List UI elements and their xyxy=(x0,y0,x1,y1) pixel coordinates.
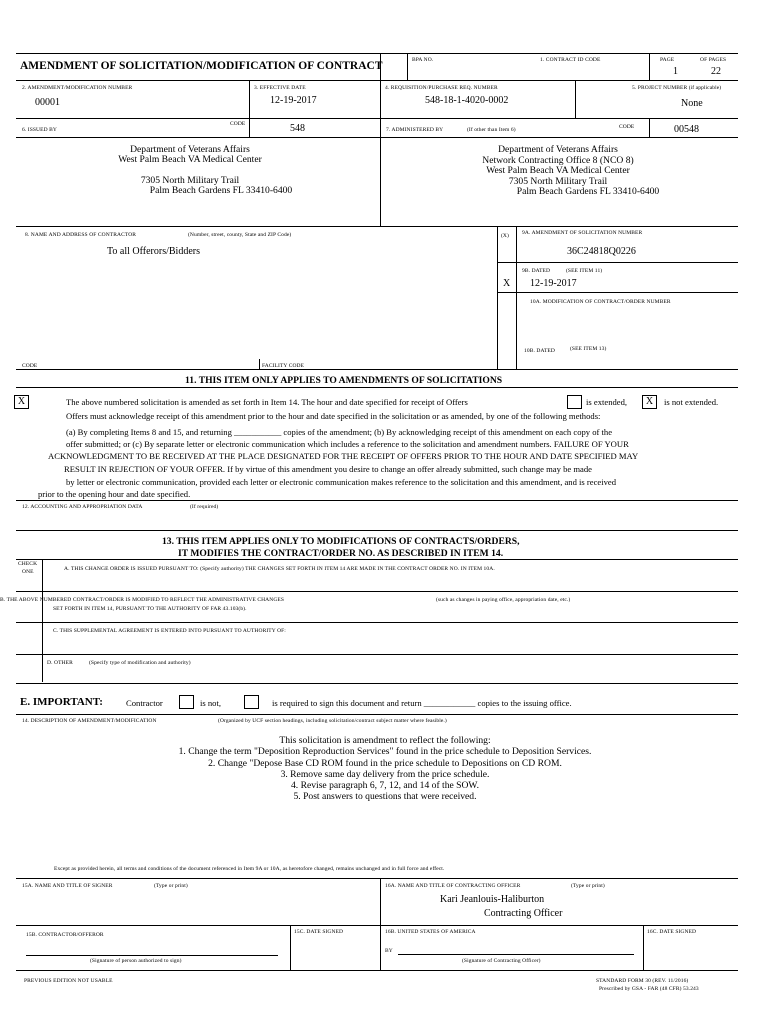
row-divider xyxy=(16,137,738,138)
extended-checkbox[interactable] xyxy=(567,395,582,409)
dated-9b-check[interactable]: X xyxy=(503,278,511,289)
contractor-signature-caption: (Signature of person authorized to sign) xyxy=(90,958,182,964)
requisition-label: 4. REQUISITION/PURCHASE REQ. NUMBER xyxy=(385,85,498,91)
contractor-address-note: (Number, street, county, State and ZIP Code) xyxy=(188,232,292,238)
solicitation-number-label: 9A. AMENDMENT OF SOLICITATION NUMBER xyxy=(522,230,643,236)
item-11-line-2: Offers must acknowledge receipt of this amendment prior to the hour and date specified in the solicitation or as amended, by one of the following methods: xyxy=(66,411,601,421)
column-divider xyxy=(380,878,381,970)
officer-signature-line[interactable] xyxy=(398,954,634,955)
admin-code-value[interactable]: 00548 xyxy=(674,124,699,135)
item-11-line-5: ACKNOWLEDGMENT TO BE RECEIVED AT THE PLACE DESIGNATED FOR THE RECEIPT OF OFFERS PRIOR TO THE HOUR AND DATE SPECIFIED MAY xyxy=(48,451,639,461)
of-pages-number: 22 xyxy=(711,66,721,77)
column-divider xyxy=(42,559,43,682)
united-states-label: 16B. UNITED STATES OF AMERICA xyxy=(385,929,476,935)
description-label: 14. DESCRIPTION OF AMENDMENT/MODIFICATION xyxy=(22,718,157,724)
admin-code-label: CODE xyxy=(619,124,635,130)
address-line: Palm Beach Gardens FL 33410-6400 xyxy=(516,186,660,197)
row-divider xyxy=(16,226,738,227)
item-13-option-b-line-2: SET FORTH IN ITEM 14, PURSUANT TO THE AUTHORITY OF FAR 43.103(b). xyxy=(53,606,247,612)
issued-code-value[interactable]: 548 xyxy=(290,123,305,134)
officer-name-label: 16A. NAME AND TITLE OF CONTRACTING OFFICER xyxy=(385,883,521,889)
contractor-address-value[interactable]: To all Offerors/Bidders xyxy=(107,246,200,257)
row-divider xyxy=(497,262,738,263)
row-divider xyxy=(16,80,738,81)
contractor-address-label: 8. NAME AND ADDRESS OF CONTRACTOR xyxy=(25,232,137,238)
row-divider xyxy=(16,500,738,501)
column-divider xyxy=(643,925,644,970)
check-one-label: CHECK xyxy=(18,561,38,567)
item-11-checkbox[interactable]: X xyxy=(14,395,29,409)
column-divider xyxy=(649,53,650,80)
is-required-label: is required to sign this document and return ____________ copies to the issuing office. xyxy=(272,698,572,708)
item-11-line-7: by letter or electronic communication, provided each letter or electronic communication makes reference to the solicitation and this amendment, and is received xyxy=(66,477,617,487)
description-text xyxy=(150,735,620,803)
item-13-option-b[interactable]: B. THE ABOVE NUMBERED CONTRACT/ORDER IS MODIFIED TO REFLECT THE ADMINISTRATIVE CHANGES xyxy=(0,597,285,603)
issued-by-label: 6. ISSUED BY xyxy=(22,127,57,133)
column-divider xyxy=(516,226,517,369)
address-line: West Palm Beach VA Medical Center xyxy=(118,154,262,165)
dated-9b-label: 9B. DATED xyxy=(522,268,551,274)
row-divider xyxy=(497,292,738,293)
is-not-checkbox[interactable] xyxy=(179,695,194,709)
description-line: 1. Change the term "Deposition Reproduction Services" found in the price schedule to Deposition Services. xyxy=(178,746,592,758)
contractor-signature-line[interactable] xyxy=(26,955,278,956)
address-line: Department of Veterans Affairs xyxy=(498,144,618,155)
column-divider xyxy=(290,925,291,970)
row-divider xyxy=(16,925,738,926)
column-divider xyxy=(249,118,250,137)
column-divider xyxy=(259,359,260,369)
item-13-option-d-note: (Specify type of modification and authority) xyxy=(89,660,191,666)
form-title: AMENDMENT OF SOLICITATION/MODIFICATION OF CONTRACT xyxy=(20,60,383,72)
row-divider xyxy=(16,387,738,388)
item-11-line-6: RESULT IN REJECTION OF YOUR OFFER. If by virtue of this amendment you desire to change an offer already submitted, such change may be made xyxy=(64,464,592,474)
administered-by-note: (If other than Item 6) xyxy=(467,127,516,133)
item-13-option-d[interactable]: D. OTHER xyxy=(47,660,73,666)
is-required-checkbox[interactable] xyxy=(244,695,259,709)
column-divider xyxy=(380,53,381,226)
signer-name-label: 15A. NAME AND TITLE OF SIGNER xyxy=(22,883,113,889)
solicitation-number-value[interactable]: 36C24818Q0226 xyxy=(567,246,636,257)
description-line: 5. Post answers to questions that were received. xyxy=(293,791,477,803)
not-extended-checkbox[interactable]: X xyxy=(642,395,657,409)
administered-by-label: 7. ADMINISTERED BY xyxy=(386,127,444,133)
dated-9b-note: (SEE ITEM 11) xyxy=(566,268,603,274)
column-divider xyxy=(249,80,250,118)
contractor-date-label: 15C. DATE SIGNED xyxy=(294,929,344,935)
of-pages-label: OF PAGES xyxy=(700,57,727,63)
contractor-offeror-label: 15B. CONTRACTOR/OFFEROR xyxy=(26,932,104,938)
officer-name[interactable]: Kari Jeanlouis-Haliburton xyxy=(440,894,545,905)
except-note: Except as provided herein, all terms and conditions of the document referenced in Item 9A or 10A, as heretofore changed, remains unchanged and in full force and effect. xyxy=(54,866,445,872)
amendment-number-label: 2. AMENDMENT/MODIFICATION NUMBER xyxy=(22,85,133,91)
address-line: Network Contracting Office 8 (NCO 8) xyxy=(482,154,634,166)
description-line: This solicitation is amendment to reflect the following: xyxy=(279,735,491,746)
address-line: 7305 North Military Trail xyxy=(508,175,608,187)
item-11-line-8: prior to the opening hour and date specified. xyxy=(38,489,191,499)
check-one-label: ONE xyxy=(22,569,34,575)
dated-9b-value[interactable]: 12-19-2017 xyxy=(530,278,577,289)
item-13-option-b-note: (such as changes in paying office, appropriation date, etc.) xyxy=(436,597,571,603)
contract-id-label: 1. CONTRACT ID CODE xyxy=(540,57,601,63)
project-number-label: 5. PROJECT NUMBER (if applicable) xyxy=(632,85,722,91)
bpa-label: BPA NO. xyxy=(412,57,434,63)
amendment-number-value[interactable]: 00001 xyxy=(35,97,60,108)
column-divider xyxy=(407,53,408,80)
is-not-label: is not, xyxy=(200,698,222,708)
description-line: 2. Change "Depose Base CD ROM found in the price schedule to Depositions on CD ROM. xyxy=(208,757,562,769)
effective-date-value[interactable]: 12-19-2017 xyxy=(270,95,317,106)
officer-signature-caption: (Signature of Contracting Officer) xyxy=(462,958,541,964)
address-line: Palm Beach Gardens FL 33410-6400 xyxy=(149,185,293,196)
important-label: E. IMPORTANT: xyxy=(20,696,103,708)
row-divider xyxy=(16,714,738,715)
not-extended-label: is not extended. xyxy=(664,397,719,407)
extended-label: is extended, xyxy=(586,397,628,407)
x-column-label: (X) xyxy=(501,233,509,239)
administered-by-address xyxy=(408,145,708,198)
column-divider xyxy=(575,80,576,118)
address-line: 7305 North Military Trail xyxy=(140,175,240,186)
column-divider xyxy=(649,118,650,137)
row-divider xyxy=(16,622,738,623)
officer-title[interactable]: Contracting Officer xyxy=(484,908,563,919)
item-13-option-a[interactable]: A. THIS CHANGE ORDER IS ISSUED PURSUANT TO: (Specify authority) THE CHANGES SET FORTH IN ITEM 14 ARE MADE IN THE CONTRACT ORDER NO. IN ITEM 10A. xyxy=(64,566,495,572)
officer-name-note: (Type or print) xyxy=(571,883,605,889)
item-13-option-c[interactable]: C. THIS SUPPLEMENTAL AGREEMENT IS ENTERED INTO PURSUANT TO AUTHORITY OF: xyxy=(53,628,286,634)
project-number-value[interactable]: None xyxy=(681,98,703,109)
row-divider xyxy=(16,683,738,684)
dated-10b-note: (SEE ITEM 13) xyxy=(570,346,607,352)
contractor-code-label: CODE xyxy=(22,363,38,369)
row-divider xyxy=(16,369,738,370)
requisition-value[interactable]: 548-18-1-4020-0002 xyxy=(425,95,509,106)
accounting-data-label: 12. ACCOUNTING AND APPROPRIATION DATA xyxy=(22,504,143,510)
item-11-line-3: (a) By completing Items 8 and 15, and returning ___________ copies of the amendment; (b) By acknowledging receipt of this amendment on each copy of the xyxy=(66,427,613,437)
description-note: (Organized by UCF section headings, including solicitation/contract subject matter where feasible.) xyxy=(218,718,447,724)
page-number: 1 xyxy=(673,66,678,77)
item-11-line-4: offer submitted; or (c) By separate letter or electronic communication which includes a reference to the solicitation and amendment numbers. FAILURE OF YOUR xyxy=(66,439,629,449)
form-top-border xyxy=(16,53,738,54)
issued-by-address xyxy=(40,145,340,196)
dated-10b-label: 10B. DATED xyxy=(524,348,555,354)
address-line: West Palm Beach VA Medical Center xyxy=(486,165,630,176)
signer-name-note: (Type or print) xyxy=(154,883,188,889)
description-line: 4. Revise paragraph 6, 7, 12, and 14 of the SOW. xyxy=(290,780,480,792)
column-divider xyxy=(497,226,498,369)
effective-date-label: 3. EFFECTIVE DATE xyxy=(254,85,306,91)
officer-date-label: 16C. DATE SIGNED xyxy=(647,929,697,935)
prescribed-by-label: Prescribed by GSA - FAR (48 CFR) 53.243 xyxy=(599,986,699,992)
previous-edition-note: PREVIOUS EDITION NOT USABLE xyxy=(24,978,113,984)
row-divider xyxy=(16,878,738,879)
row-divider xyxy=(16,654,738,655)
row-divider xyxy=(16,559,738,560)
description-line: 3. Remove same day delivery from the price schedule. xyxy=(280,768,490,780)
item-11-title: 11. THIS ITEM ONLY APPLIES TO AMENDMENTS OF SOLICITATIONS xyxy=(185,375,503,386)
form-bottom-border xyxy=(16,970,738,971)
issued-code-label: CODE xyxy=(230,121,246,127)
row-divider xyxy=(16,118,738,119)
row-divider xyxy=(16,591,738,592)
facility-code-label: FACILITY CODE xyxy=(262,363,305,369)
modification-number-label: 10A. MODIFICATION OF CONTRACT/ORDER NUMBER xyxy=(530,299,671,305)
accounting-data-note: (If required) xyxy=(190,504,219,510)
row-divider xyxy=(16,530,738,531)
item-13-title-2: IT MODIFIES THE CONTRACT/ORDER NO. AS DESCRIBED IN ITEM 14. xyxy=(178,548,504,559)
page-label: PAGE xyxy=(660,57,675,63)
standard-form-label: STANDARD FORM 30 (REV. 11/2016) xyxy=(596,978,689,984)
item-11-line-1: The above numbered solicitation is amended as set forth in Item 14. The hour and date specified for receipt of Offers xyxy=(66,397,468,407)
address-line: Department of Veterans Affairs xyxy=(130,144,250,155)
by-label: BY xyxy=(385,948,393,954)
item-13-title-1: 13. THIS ITEM APPLIES ONLY TO MODIFICATIONS OF CONTRACTS/ORDERS, xyxy=(162,536,520,547)
contractor-label: Contractor xyxy=(126,698,163,708)
